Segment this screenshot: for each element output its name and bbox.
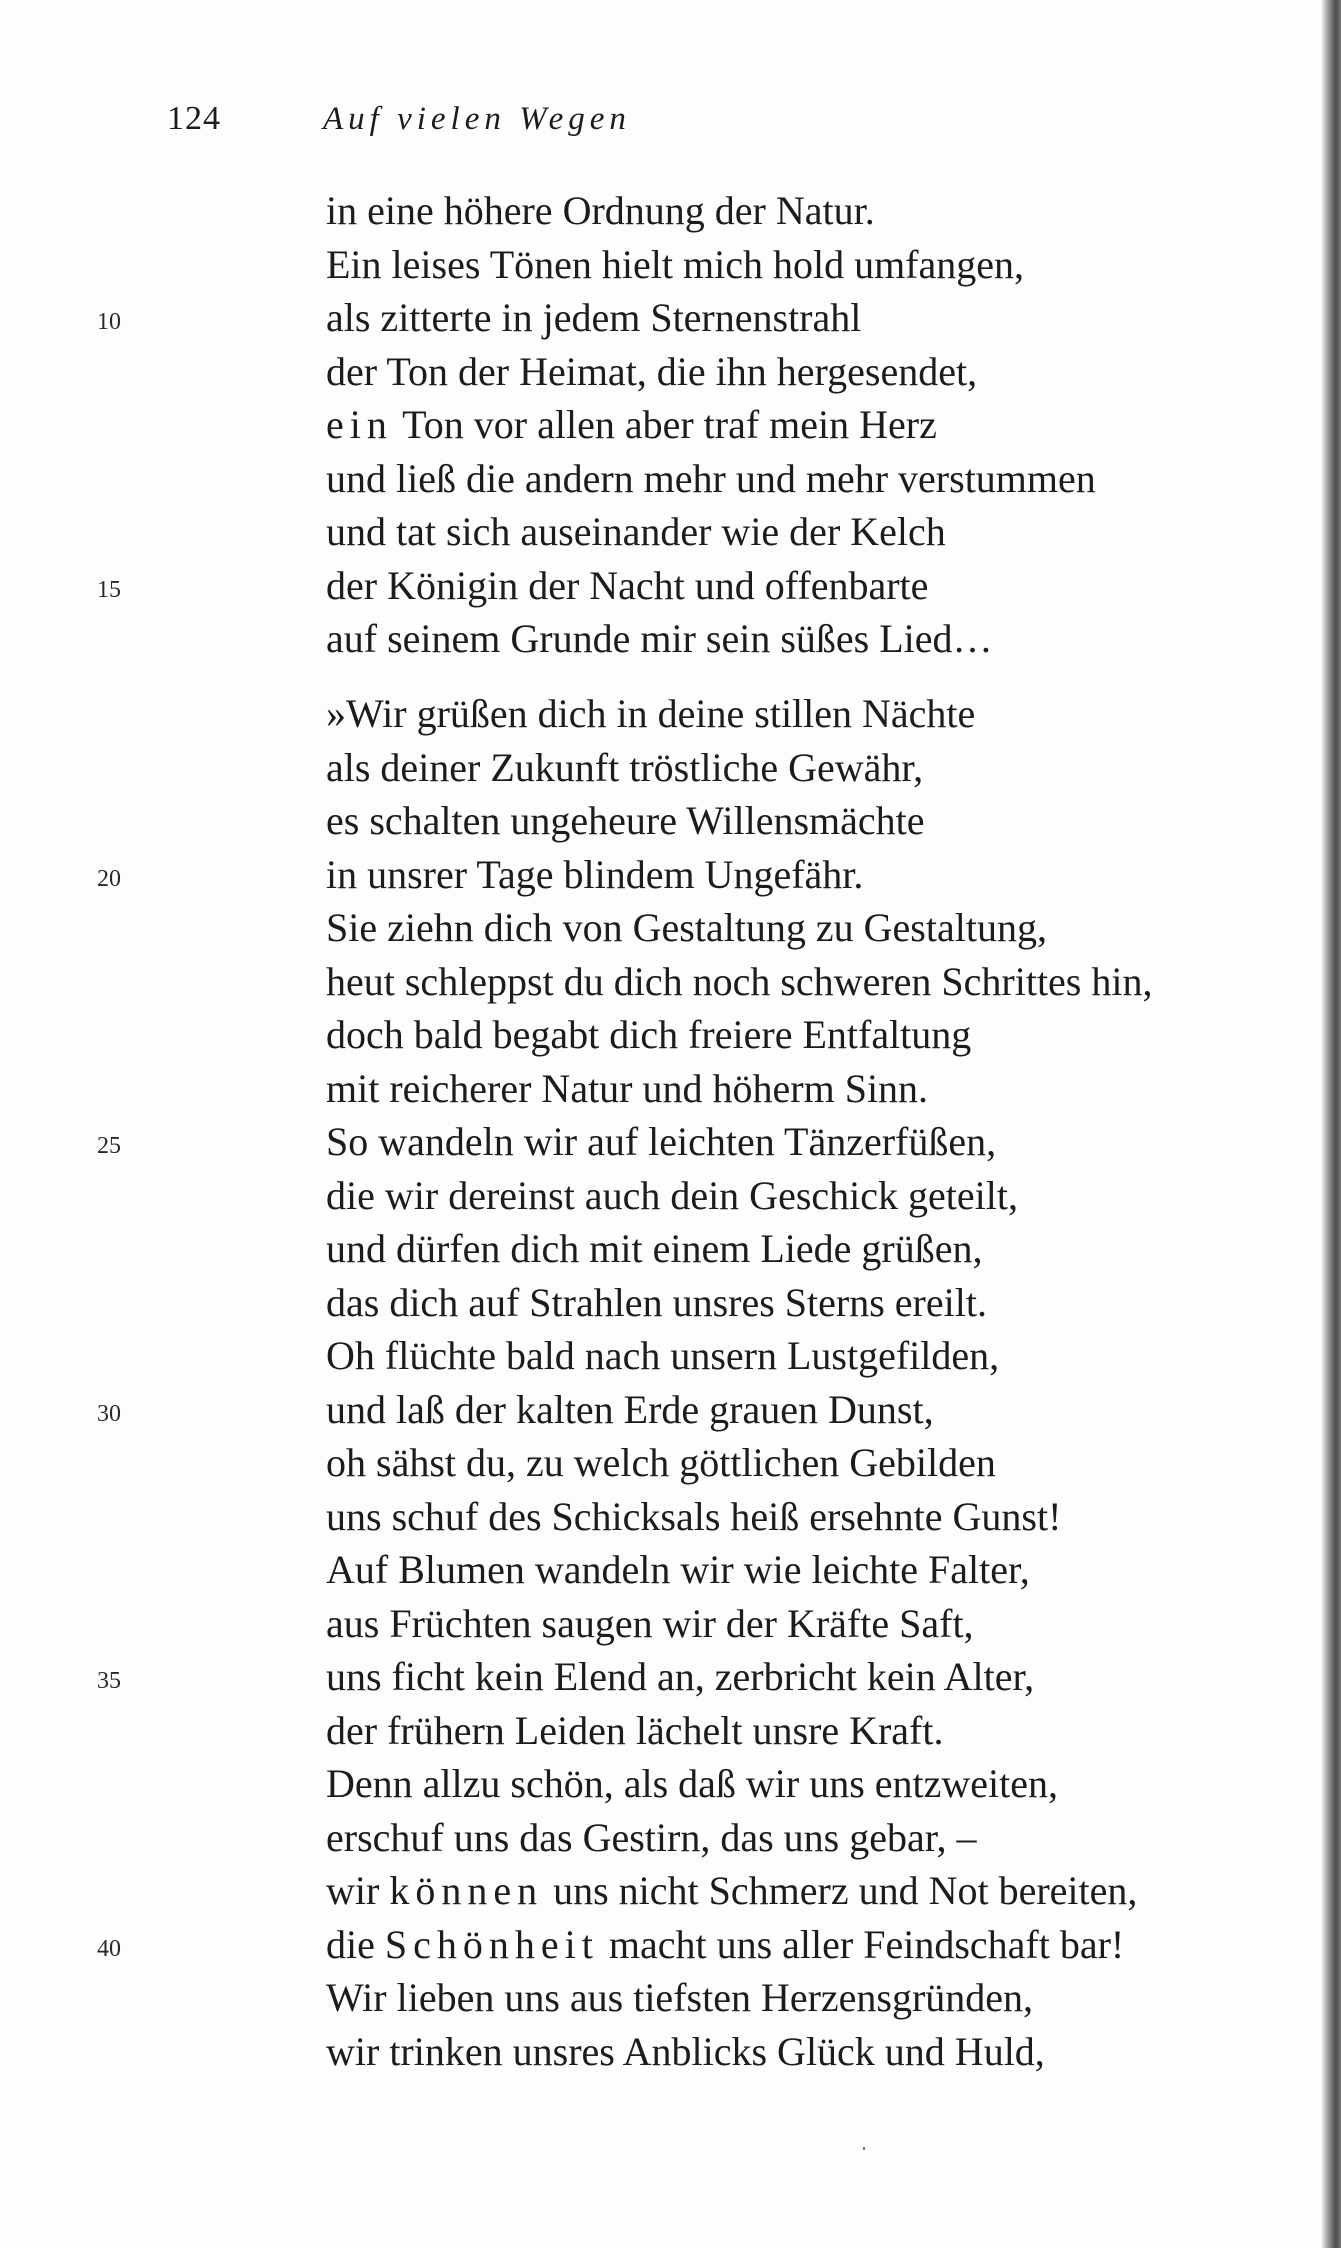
verse-text: der Ton der Heimat, die ihn hergesendet,: [326, 348, 978, 394]
verse-line: [326, 1436, 996, 1490]
verse-text: auf seinem Grunde mir sein süßes Lied…: [326, 616, 993, 661]
verse-line: [326, 559, 928, 613]
verse-text: Oh flüchte bald nach unsern Lustgefilden,: [326, 1333, 1000, 1378]
verse-line: [326, 612, 993, 666]
verse-text: Ein leises Tönen hielt mich hold umfangen,: [326, 241, 1025, 287]
emphasized-word: ein: [326, 402, 393, 447]
line-number: 30: [97, 1400, 121, 1427]
verse-line: [326, 1650, 1034, 1704]
verse-line: [326, 2025, 1045, 2079]
verse-line: [326, 1276, 987, 1330]
verse-line: [326, 1811, 976, 1865]
verse-text: Wir lieben uns aus tiefsten Herzensgründen,: [326, 1975, 1034, 2020]
verse-line: [326, 1008, 971, 1062]
verse-line: [326, 1971, 1033, 2025]
verse-line: [326, 1329, 999, 1383]
verse-text: oh sähst du, zu welch göttlichen Gebilden: [326, 1440, 996, 1485]
verse-text: und dürfen dich mit einem Liede grüßen,: [326, 1226, 983, 1271]
verse-text: der Königin der Nacht und offenbarte: [326, 562, 929, 608]
verse-line: [326, 291, 861, 345]
verse-text: Ton vor allen aber traf mein Herz: [392, 402, 937, 447]
verse-line: [326, 452, 1096, 506]
verse-text: uns nicht Schmerz und Not bereiten,: [543, 1868, 1138, 1913]
verse-line: [326, 848, 863, 902]
verse-line: [326, 955, 1152, 1009]
verse-text: aus Früchten saugen wir der Kräfte Saft,: [326, 1600, 974, 1646]
verse-line: [326, 1169, 1018, 1223]
verse-line: [326, 1222, 982, 1276]
line-number: 15: [97, 576, 121, 603]
verse-line: [326, 345, 977, 399]
verse-line: [326, 1757, 1058, 1811]
verse-line: [326, 1490, 1061, 1544]
verse-text: wir: [326, 1868, 390, 1913]
verse-text: uns ficht kein Elend an, zerbricht kein Alter,: [326, 1654, 1035, 1699]
verse-text: es schalten ungeheure Willensmächte: [326, 798, 925, 843]
line-number: 35: [97, 1668, 121, 1694]
verse-line: [326, 901, 1047, 955]
line-number: 20: [97, 865, 121, 892]
running-title: Auf vielen Wegen: [323, 101, 631, 137]
verse-line: [326, 1115, 996, 1169]
verse-line: [326, 505, 946, 559]
verse-text: doch bald begabt dich freiere Entfaltung: [326, 1012, 972, 1057]
verse-line: [326, 1062, 928, 1116]
verse-text: uns schuf des Schicksals heiß ersehnte Gunst!: [326, 1493, 1062, 1539]
verse-text: und tat sich auseinander wie der Kelch: [326, 509, 946, 554]
verse-text: das dich auf Strahlen unsres Sterns ereilt.: [326, 1279, 987, 1325]
verse-text: macht uns aller Feindschaft bar!: [598, 1921, 1125, 1967]
verse-text: als zitterte in jedem Sternenstrahl: [326, 295, 862, 340]
verse-line: [326, 1543, 1030, 1597]
verse-text: der frühern Leiden lächelt unsre Kraft.: [326, 1707, 944, 1753]
verse-text: wir trinken unsres Anblicks Glück und Huld,: [326, 2028, 1045, 2074]
verse-text: die wir dereinst auch dein Geschick geteilt,: [326, 1172, 1018, 1218]
line-number: 40: [97, 1935, 121, 1962]
verse-text: und ließ die andern mehr und mehr verstummen: [326, 455, 1096, 501]
verse-line: [326, 398, 937, 452]
verse-text: mit reicherer Natur und höherm Sinn.: [326, 1065, 929, 1111]
verse-line: [326, 1864, 1137, 1918]
verse-text: erschuf uns das Gestirn, das uns gebar, –: [326, 1814, 977, 1860]
verse-line: [326, 1383, 934, 1437]
verse-text: Denn allzu schön, als daß wir uns entzweiten,: [326, 1761, 1059, 1806]
verse-text: in unsrer Tage blindem Ungefähr.: [326, 851, 864, 897]
verse-line: [326, 184, 875, 238]
verse-line: [326, 1704, 943, 1758]
verse-line: [326, 687, 975, 741]
emphasized-word: Schönheit: [384, 1921, 599, 1967]
verse-line: [326, 794, 925, 848]
verse-text: und laß der kalten Erde grauen Dunst,: [326, 1386, 934, 1432]
emphasized-word: können: [389, 1868, 544, 1913]
verse-line: [326, 238, 1024, 292]
verse-text: Auf Blumen wandeln wir wie leichte Falter,: [326, 1547, 1030, 1592]
verse-text: die: [326, 1921, 385, 1967]
verse-line: [326, 741, 923, 795]
print-speck: [863, 2147, 865, 2150]
verse-line: [326, 1597, 974, 1651]
verse-text: Sie ziehn dich von Gestaltung zu Gestaltung,: [326, 905, 1047, 950]
verse-text: heut schleppst du dich noch schweren Schrittes hin,: [326, 958, 1153, 1004]
verse-text: So wandeln wir auf leichten Tänzerfüßen,: [326, 1119, 997, 1164]
page-edge-shadow: [1321, 0, 1341, 2248]
verse-line: [326, 1918, 1124, 1972]
verse-text: »Wir grüßen dich in deine stillen Nächte: [326, 691, 976, 736]
line-number: 25: [97, 1133, 121, 1159]
line-number: 10: [97, 309, 121, 335]
verse-text: als deiner Zukunft tröstliche Gewähr,: [326, 744, 924, 790]
verse-text: in eine höhere Ordnung der Natur.: [326, 188, 875, 233]
page-number: 124: [167, 100, 221, 137]
